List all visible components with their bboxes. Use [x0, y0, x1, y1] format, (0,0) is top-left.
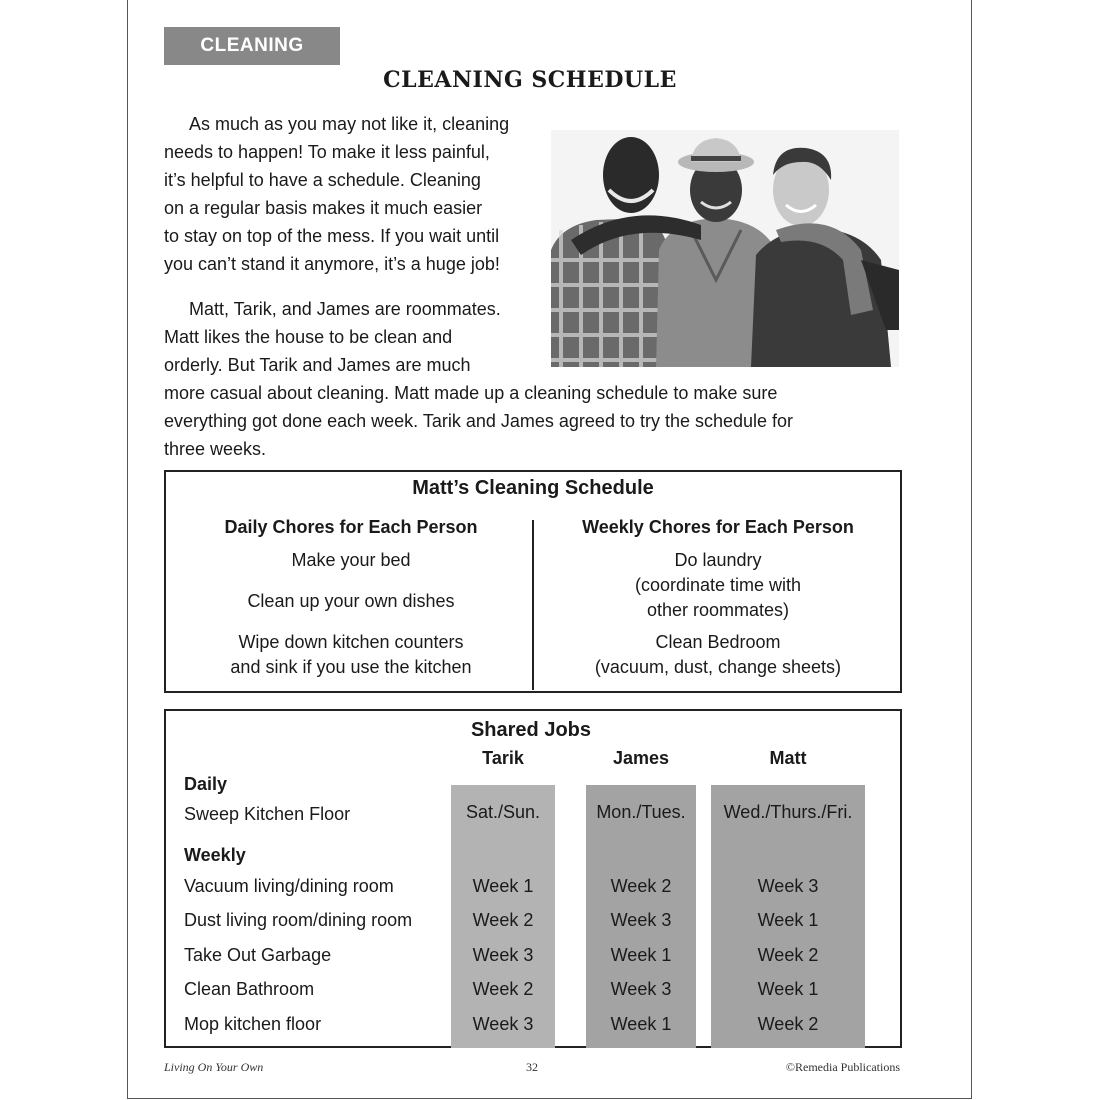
- daily-label: Daily: [184, 774, 228, 794]
- schedule-title: Matt’s Cleaning Schedule: [412, 477, 654, 499]
- daily-chore: [176, 630, 526, 680]
- chore-line: Clean Bedroom: [655, 632, 781, 652]
- chore-line: other roommates): [646, 600, 790, 620]
- weekly-chore: [536, 630, 900, 680]
- person-header-matt: Matt: [769, 748, 807, 768]
- text-line: on a regular basis makes it much easier: [164, 198, 483, 218]
- text-line: As much as you may not like it, cleaning: [189, 114, 510, 134]
- assignment-cell: Week 2: [757, 1014, 819, 1034]
- daily-chores-header: Daily Chores for Each Person: [224, 517, 478, 537]
- chore-line: Make your bed: [291, 550, 411, 570]
- person-header-tarik: Tarik: [482, 748, 524, 768]
- weekly-chores-header: Weekly Chores for Each Person: [582, 517, 854, 537]
- assignment-cell: Week 3: [610, 910, 672, 930]
- text-line: three weeks.: [164, 439, 267, 459]
- section-tab: CLEANING: [164, 27, 340, 65]
- daily-chore: [176, 589, 526, 614]
- task-label: Clean Bathroom: [184, 979, 315, 999]
- text-line: you can’t stand it anymore, it’s a huge job!: [164, 254, 500, 274]
- intro-paragraph: [164, 110, 509, 278]
- footer-book-title: Living On Your Own: [164, 1060, 264, 1074]
- chore-line: (coordinate time with: [634, 575, 802, 595]
- assignment-cell: Week 1: [610, 945, 672, 965]
- chore-line: and sink if you use the kitchen: [230, 657, 472, 677]
- assignment-cell: Week 1: [757, 979, 819, 999]
- roommates-photo: [551, 130, 899, 367]
- assignment-cell: Week 1: [757, 910, 819, 930]
- task-label: Vacuum living/dining room: [184, 876, 394, 896]
- text-line: orderly. But Tarik and James are much: [164, 355, 471, 375]
- matts-schedule-box: [164, 470, 902, 693]
- weekly-chore: [536, 548, 900, 623]
- page-number: 32: [526, 1060, 538, 1074]
- assignment-cell: Week 2: [757, 945, 819, 965]
- assignment-cell: Wed./Thurs./Fri.: [723, 802, 853, 822]
- text-line: everything got done each week. Tarik and James agreed to try the schedule for: [164, 411, 794, 431]
- chore-line: (vacuum, dust, change sheets): [594, 657, 842, 677]
- chore-line: Clean up your own dishes: [247, 591, 455, 611]
- assignment-cell: Week 2: [472, 910, 534, 930]
- weekly-label: Weekly: [184, 845, 246, 865]
- text-line: Matt, Tarik, and James are roommates.: [189, 299, 501, 319]
- page-title: CLEANING SCHEDULE: [383, 67, 677, 93]
- chore-line: Do laundry: [674, 550, 762, 570]
- task-label: Mop kitchen floor: [184, 1014, 322, 1034]
- task-label: Sweep Kitchen Floor: [184, 804, 351, 824]
- shared-jobs-title: Shared Jobs: [470, 719, 592, 741]
- assignment-cell: Week 3: [610, 979, 672, 999]
- text-line: Matt likes the house to be clean and: [164, 327, 453, 347]
- assignment-cell: Week 1: [472, 876, 534, 896]
- daily-chore: [176, 548, 526, 573]
- text-line: it’s helpful to have a schedule. Cleaning: [164, 170, 481, 190]
- assignment-cell: Week 3: [757, 876, 819, 896]
- assignment-cell: Week 3: [472, 945, 534, 965]
- assignment-cell: Week 3: [472, 1014, 534, 1034]
- text-line: to stay on top of the mess. If you wait until: [164, 226, 500, 246]
- task-label: Take Out Garbage: [184, 945, 332, 965]
- shared-jobs-box: [164, 709, 902, 1048]
- footer-publisher: ©Remedia Publications: [785, 1060, 900, 1074]
- text-line: needs to happen! To make it less painful,: [164, 142, 490, 162]
- chore-line: Wipe down kitchen counters: [238, 632, 464, 652]
- assignment-cell: Sat./Sun.: [465, 802, 541, 822]
- assignment-cell: Mon./Tues.: [596, 802, 686, 822]
- person-header-james: James: [612, 748, 670, 768]
- assignment-cell: Week 2: [472, 979, 534, 999]
- assignment-cell: Week 1: [610, 1014, 672, 1034]
- column-divider: [532, 520, 534, 690]
- task-label: Dust living room/dining room: [184, 910, 413, 930]
- text-line: more casual about cleaning. Matt made up a cleaning schedule to make sure: [164, 383, 778, 403]
- assignment-cell: Week 2: [610, 876, 672, 896]
